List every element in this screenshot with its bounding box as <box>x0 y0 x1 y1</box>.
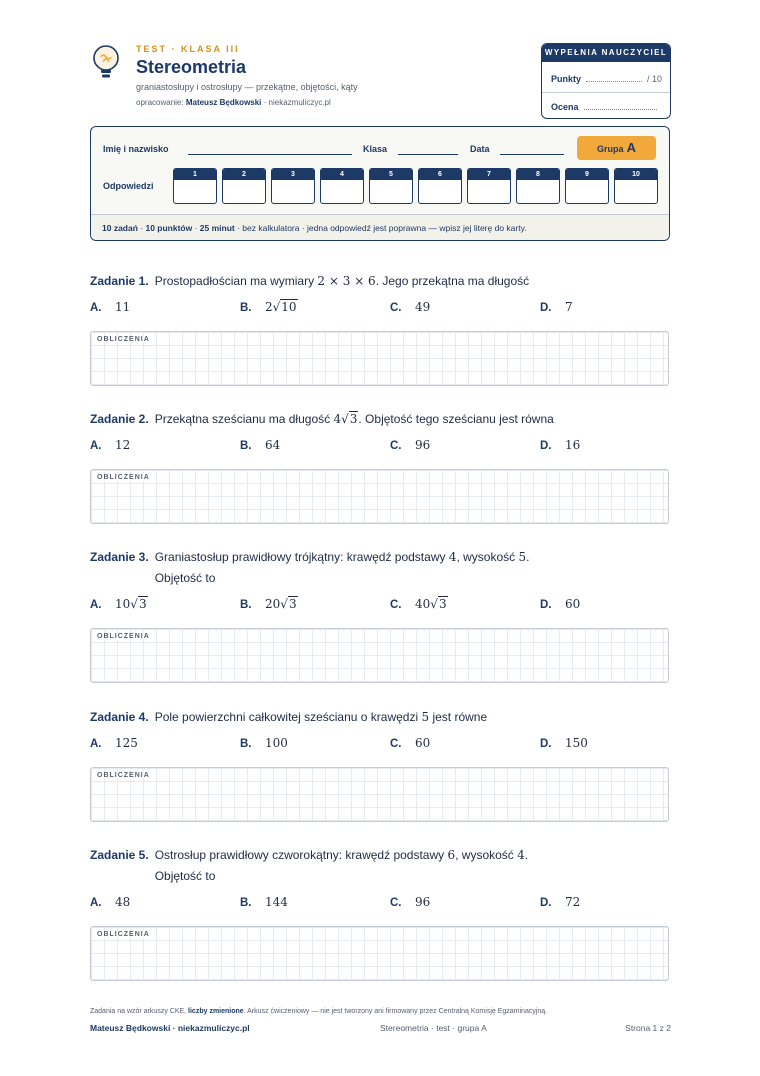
sqrt-symbol: √3 <box>130 597 147 611</box>
task-label: Zadanie 5. <box>90 848 149 862</box>
option-value: 60 <box>565 597 581 611</box>
info-rules: · bez kalkulatora · jedna odpowiedź jest poprawna — wpisz jej literę do karty. <box>234 223 527 233</box>
option-value <box>265 597 298 611</box>
sqrt-symbol: √10 <box>272 300 297 314</box>
task-text-part: Objętość to <box>154 571 216 585</box>
option-b[interactable] <box>240 597 298 611</box>
task-3 <box>90 547 672 683</box>
answer-box-number: 8 <box>517 169 559 180</box>
task-label: Zadanie 4. <box>90 710 149 724</box>
option-value: 96 <box>415 438 431 452</box>
option-a[interactable] <box>90 895 130 909</box>
teacher-box <box>541 43 671 119</box>
option-value: 7 <box>565 300 573 314</box>
task-options <box>90 736 672 756</box>
answer-box-8[interactable] <box>516 168 560 204</box>
task-label: Zadanie 3. <box>90 550 149 564</box>
option-b[interactable] <box>240 736 288 750</box>
task-text-part: Prostopadłościan ma wymiary <box>154 274 318 288</box>
option-letter: A. <box>90 440 102 452</box>
answer-box-1[interactable] <box>173 168 217 204</box>
page-subtitle: graniastosłupy i ostrosłupy — przekątne, objętości, kąty <box>136 82 358 92</box>
footer-center: Stereometria · test · grupa A <box>380 1023 487 1033</box>
answer-boxes <box>173 168 658 204</box>
author-site: · niekazmuliczyc.pl <box>263 98 331 107</box>
task-text-part: Graniastosłup prawidłowy trójkątny: krawędź podstawy <box>154 550 449 564</box>
group-label: Grupa <box>597 144 624 154</box>
task-text-part: . <box>524 848 529 862</box>
points-field[interactable] <box>586 81 642 82</box>
teacher-box-title: WYPEŁNIA NAUCZYCIEL <box>542 44 670 62</box>
class-label: Klasa <box>363 144 388 154</box>
option-letter: C. <box>390 897 402 909</box>
option-value: 48 <box>115 895 131 909</box>
calculation-grid[interactable] <box>90 767 669 822</box>
footer-note-part: . Arkusz ćwiczeniowy — nie jest tworzony ani firmowany przez Centralną Komisję Egzaminacyjną. <box>243 1008 548 1015</box>
option-c[interactable] <box>390 895 430 909</box>
page-title: Stereometria <box>136 57 247 77</box>
option-d[interactable] <box>540 438 580 452</box>
task-label: Zadanie 2. <box>90 412 149 426</box>
option-value <box>265 300 298 314</box>
task-math: 6 <box>447 848 456 862</box>
task-text-part: jest równe <box>429 710 488 724</box>
answer-box-number: 2 <box>223 169 265 180</box>
answer-box-6[interactable] <box>418 168 462 204</box>
option-letter: C. <box>390 599 402 611</box>
task-math: 2 × 3 × 6 <box>317 274 376 288</box>
points-max: / 10 <box>646 74 662 84</box>
answer-box-number: 6 <box>419 169 461 180</box>
calculation-grid[interactable] <box>90 331 669 386</box>
info-sep: · <box>192 223 200 233</box>
calculation-grid[interactable] <box>90 628 669 683</box>
footer-note <box>90 1008 547 1015</box>
teacher-divider <box>542 92 670 93</box>
calculation-grid-label: OBLICZENIA <box>97 931 154 938</box>
task-text-part: , wysokość <box>456 550 519 564</box>
task-text-part: . <box>526 550 530 564</box>
option-c[interactable] <box>390 438 430 452</box>
task-options <box>90 300 672 320</box>
option-value <box>415 597 448 611</box>
option-value: 72 <box>565 895 581 909</box>
task-1 <box>90 271 672 386</box>
task-question <box>90 845 672 887</box>
task-options <box>90 597 672 617</box>
option-d[interactable] <box>540 736 588 750</box>
option-coef: 2 <box>265 300 273 314</box>
author-prefix: opracowanie: <box>136 98 184 107</box>
points-row <box>551 74 662 84</box>
task-math: 4 <box>517 848 525 862</box>
option-a[interactable] <box>90 438 130 452</box>
answer-box-2[interactable] <box>222 168 266 204</box>
answer-box-number: 1 <box>174 169 216 180</box>
option-coef: 20 <box>265 597 281 611</box>
option-value: 96 <box>415 895 431 909</box>
page-number: Strona 1 z 2 <box>625 1023 671 1033</box>
task-options <box>90 438 672 458</box>
option-c[interactable] <box>390 597 448 611</box>
group-value: A <box>626 140 636 155</box>
option-value: 12 <box>115 438 131 452</box>
task-text-part: Ostrosłup prawidłowy czworokątny: krawędź podstawy <box>154 848 448 862</box>
option-a[interactable] <box>90 736 138 750</box>
answer-box-number: 7 <box>468 169 510 180</box>
calculation-grid-label: OBLICZENIA <box>97 336 154 343</box>
name-field[interactable] <box>188 154 352 155</box>
option-radicand: 10 <box>281 300 297 314</box>
task-text-part: . Jego przekątna ma długość <box>375 274 530 288</box>
option-value: 64 <box>265 438 281 452</box>
option-a[interactable] <box>90 300 130 314</box>
option-value: 150 <box>565 736 588 750</box>
option-letter: D. <box>540 302 552 314</box>
task-5 <box>90 845 672 981</box>
points-label: Punkty <box>551 74 582 84</box>
info-time: 25 minut <box>199 223 235 233</box>
task-question <box>90 547 672 589</box>
option-letter: C. <box>390 738 402 750</box>
name-label: Imię i nazwisko <box>103 144 169 154</box>
test-info <box>91 214 669 241</box>
task-text <box>155 707 672 728</box>
option-letter: C. <box>390 440 402 452</box>
option-coef: 10 <box>115 597 131 611</box>
answers-label: Odpowiedzi <box>103 181 154 191</box>
group-badge <box>577 136 656 160</box>
option-b[interactable] <box>240 895 288 909</box>
option-letter: B. <box>240 738 252 750</box>
grade-field[interactable] <box>584 109 657 110</box>
option-value: 11 <box>115 300 131 314</box>
option-b[interactable] <box>240 300 298 314</box>
calculation-grid-label: OBLICZENIA <box>97 772 154 779</box>
option-letter: B. <box>240 302 252 314</box>
answer-box-number: 4 <box>321 169 363 180</box>
author-line <box>136 98 331 107</box>
option-value: 100 <box>265 736 288 750</box>
calculation-grid-label: OBLICZENIA <box>97 474 154 481</box>
answer-box-4[interactable] <box>320 168 364 204</box>
option-value: 60 <box>415 736 431 750</box>
task-question <box>90 271 672 292</box>
task-text-part: Pole powierzchni całkowitej sześcianu o krawędzi <box>154 710 422 724</box>
task-text-part: . Objętość tego sześcianu jest równa <box>358 412 554 426</box>
task-text <box>155 845 672 887</box>
option-value: 125 <box>115 736 138 750</box>
answer-box-number: 10 <box>615 169 657 180</box>
grade-label: Ocena <box>551 102 579 112</box>
option-c[interactable] <box>390 300 430 314</box>
task-math: 5 <box>518 550 527 564</box>
task-text-part: Przekątna sześcianu ma długość <box>154 412 334 426</box>
task-question <box>90 409 672 430</box>
option-letter: D. <box>540 599 552 611</box>
option-letter: D. <box>540 738 552 750</box>
date-field[interactable] <box>500 154 564 155</box>
task-math: 5 <box>421 710 430 724</box>
option-letter: A. <box>90 738 102 750</box>
answer-box-10[interactable] <box>614 168 658 204</box>
footer-note-part: Zadania na wzór arkuszy CKE, <box>90 1008 189 1015</box>
option-letter: C. <box>390 302 402 314</box>
answer-box-number: 9 <box>566 169 608 180</box>
answer-box-number: 5 <box>370 169 412 180</box>
option-letter: B. <box>240 897 252 909</box>
option-radicand: 3 <box>138 597 147 611</box>
date-label: Data <box>470 144 490 154</box>
info-tasks: 10 zadań <box>102 223 138 233</box>
answer-box-number: 3 <box>272 169 314 180</box>
calculation-grid-label: OBLICZENIA <box>97 633 154 640</box>
task-math-radicand: 3 <box>349 412 358 426</box>
option-letter: A. <box>90 302 102 314</box>
option-radicand: 3 <box>288 597 297 611</box>
task-options <box>90 895 672 915</box>
task-math: 4 <box>448 550 457 564</box>
calculation-grid[interactable] <box>90 926 669 981</box>
option-letter: D. <box>540 440 552 452</box>
task-math-coef: 4 <box>333 412 342 426</box>
author-name: Mateusz Będkowski <box>185 98 262 107</box>
option-d[interactable] <box>540 895 580 909</box>
footer-note-bold: liczby zmienione <box>188 1008 244 1015</box>
option-letter: D. <box>540 897 552 909</box>
option-coef: 40 <box>415 597 431 611</box>
answer-box-9[interactable] <box>565 168 609 204</box>
calculation-grid[interactable] <box>90 469 669 524</box>
task-text <box>155 547 672 589</box>
info-points: 10 punktów <box>145 223 193 233</box>
test-eyebrow: TEST · KLASA III <box>136 44 240 54</box>
option-letter: A. <box>90 897 102 909</box>
option-a[interactable] <box>90 597 148 611</box>
student-card <box>90 126 670 241</box>
task-4 <box>90 707 672 822</box>
task-label: Zadanie 1. <box>90 274 149 288</box>
option-d[interactable] <box>540 300 573 314</box>
task-text <box>155 271 672 292</box>
sqrt-symbol: √3 <box>430 597 447 611</box>
grade-row <box>551 102 662 112</box>
option-d[interactable] <box>540 597 580 611</box>
option-letter: A. <box>90 599 102 611</box>
lightbulb-icon <box>91 44 121 80</box>
task-question <box>90 707 672 728</box>
answer-box-3[interactable] <box>271 168 315 204</box>
option-c[interactable] <box>390 736 430 750</box>
task-text-part: , wysokość <box>455 848 518 862</box>
task-math <box>333 412 358 426</box>
task-text-part: Objętość to <box>154 869 216 883</box>
option-letter: B. <box>240 440 252 452</box>
answer-box-5[interactable] <box>369 168 413 204</box>
option-value: 16 <box>565 438 581 452</box>
answer-box-7[interactable] <box>467 168 511 204</box>
option-value: 144 <box>265 895 288 909</box>
footer-author: Mateusz Będkowski · niekazmuliczyc.pl <box>90 1023 250 1033</box>
sqrt-symbol: √3 <box>341 412 358 426</box>
option-value: 49 <box>415 300 431 314</box>
sqrt-symbol: √3 <box>280 597 297 611</box>
option-letter: B. <box>240 599 252 611</box>
task-2 <box>90 409 672 524</box>
option-b[interactable] <box>240 438 280 452</box>
option-radicand: 3 <box>438 597 447 611</box>
task-text <box>155 409 672 430</box>
option-value <box>115 597 148 611</box>
info-sep: · <box>137 223 146 233</box>
class-field[interactable] <box>398 154 458 155</box>
